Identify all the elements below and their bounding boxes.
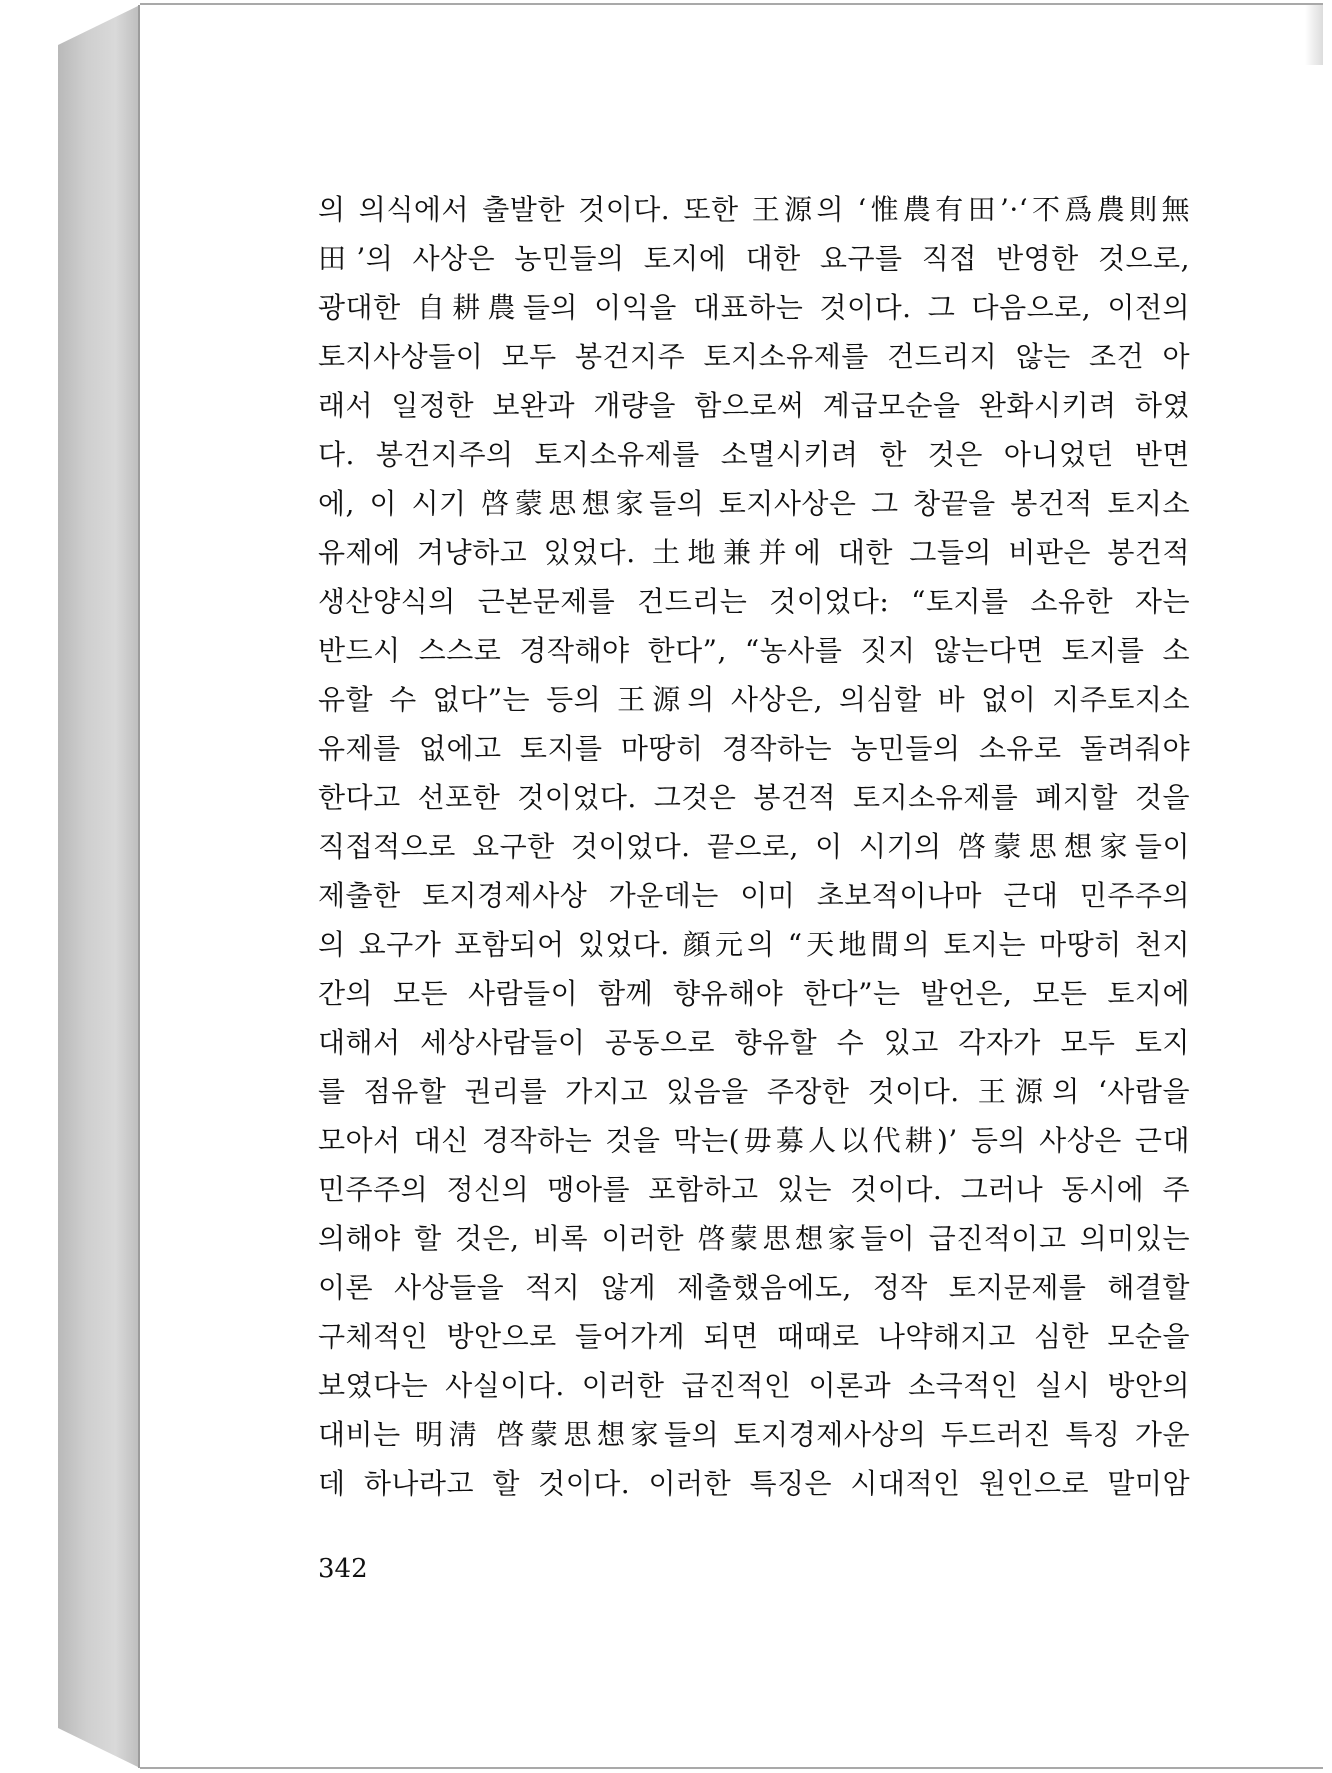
text-line: 유할 수 없다”는 등의 王源의 사상은, 의심할 바 없이 지주토지소 <box>318 683 1190 716</box>
text-line: 구체적인 방안으로 들어가게 되면 때때로 나약해지고 심한 모순을 <box>318 1320 1190 1353</box>
text-line: 생산양식의 근본문제를 건드리는 것이었다: “토지를 소유한 자는 <box>318 585 1190 618</box>
text-line: 유제에 겨냥하고 있었다. 土地兼并에 대한 그들의 비판은 봉건적 <box>318 536 1190 569</box>
text-line: 반드시 스스로 경작해야 한다”, “농사를 짓지 않는다면 토지를 소 <box>318 634 1190 667</box>
book-spine <box>58 5 140 1768</box>
page-number: 342 <box>318 1554 368 1584</box>
text-line: 다. 봉건지주의 토지소유제를 소멸시키려 한 것은 아니었던 반면 <box>318 438 1190 471</box>
body-text <box>318 185 1190 1508</box>
text-line: 광대한 自耕農들의 이익을 대표하는 것이다. 그 다음으로, 이전의 <box>318 291 1190 324</box>
text-line: 한다고 선포한 것이었다. 그것은 봉건적 토지소유제를 폐지할 것을 <box>318 781 1190 814</box>
text-line: 를 점유할 권리를 가지고 있음을 주장한 것이다. 王源의 ‘사람을 <box>318 1075 1190 1108</box>
text-line: 의 요구가 포함되어 있었다. 顔元의 “天地間의 토지는 마땅히 천지 <box>318 928 1190 961</box>
text-line: 이론 사상들을 적지 않게 제출했음에도, 정작 토지문제를 해결할 <box>318 1271 1190 1304</box>
text-line: 데 하나라고 할 것이다. 이러한 특징은 시대적인 원인으로 말미암 <box>318 1467 1190 1500</box>
text-line: 대비는 明淸 啓蒙思想家들의 토지경제사상의 두드러진 특징 가운 <box>318 1418 1190 1451</box>
text-line: 간의 모든 사람들이 함께 향유해야 한다”는 발언은, 모든 토지에 <box>318 977 1190 1010</box>
text-line: 의해야 할 것은, 비록 이러한 啓蒙思想家들이 급진적이고 의미있는 <box>318 1222 1190 1255</box>
text-line: 제출한 토지경제사상 가운데는 이미 초보적이나마 근대 민주주의 <box>318 879 1190 912</box>
text-line: 토지사상들이 모두 봉건지주 토지소유제를 건드리지 않는 조건 아 <box>318 340 1190 373</box>
text-line: 민주주의 정신의 맹아를 포함하고 있는 것이다. 그러나 동시에 주 <box>318 1173 1190 1206</box>
text-line: 田’의 사상은 농민들의 토지에 대한 요구를 직접 반영한 것으로, <box>318 242 1190 275</box>
text-line: 직접적으로 요구한 것이었다. 끝으로, 이 시기의 啓蒙思想家들이 <box>318 830 1190 863</box>
text-line: 유제를 없에고 토지를 마땅히 경작하는 농민들의 소유로 돌려줘야 <box>318 732 1190 765</box>
text-line: 의 의식에서 출발한 것이다. 또한 王源의 ‘惟農有田’·‘不爲農則無 <box>318 193 1190 226</box>
text-line: 대해서 세상사람들이 공동으로 향유할 수 있고 각자가 모두 토지 <box>318 1026 1190 1059</box>
text-line: 래서 일정한 보완과 개량을 함으로써 계급모순을 완화시키려 하였 <box>318 389 1190 422</box>
page-curl-shadow <box>1305 5 1323 65</box>
text-line: 보였다는 사실이다. 이러한 급진적인 이론과 소극적인 실시 방안의 <box>318 1369 1190 1402</box>
text-line: 에, 이 시기 啓蒙思想家들의 토지사상은 그 창끝을 봉건적 토지소 <box>318 487 1190 520</box>
text-line: 모아서 대신 경작하는 것을 막는(毋募人以代耕)’ 등의 사상은 근대 <box>318 1124 1190 1157</box>
